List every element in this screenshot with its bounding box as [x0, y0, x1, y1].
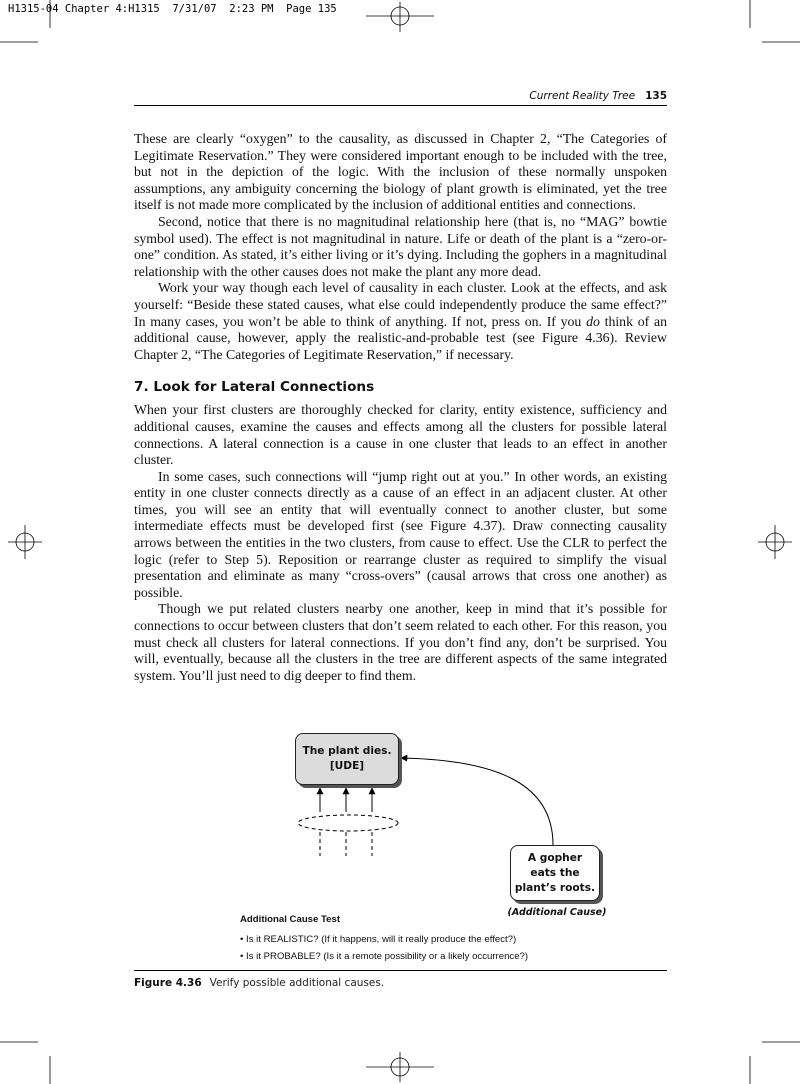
and-ellipse [298, 815, 398, 831]
section-paragraph-1: When your first clusters are thoroughly checked for clarity, entity existence, sufficiency and additional causes, examine the causes and effects among all the clusters for possible lateral connections. A lateral connection is a cause in one cluster that leads to an effect in another cluster. [134, 402, 667, 468]
figure-caption [134, 977, 384, 989]
additional-cause-label: (Additional Cause) [507, 907, 607, 918]
test-title: Additional Cause Test [240, 914, 341, 925]
running-head-title: Current Reality Tree [529, 90, 636, 102]
section-paragraph-3: Though we put related clusters nearby one another, keep in mind that it’s possible for connections to occur between clusters that don’t seem related to each other. For this reason, you must check all clusters for lateral connections. If you don’t find any, don’t be surprised. You will, eventually, because all the clusters in the tree are different aspects of the same integrated system. You’ll just need to dig deeper to find them. [134, 601, 667, 683]
test-item: • Is it PROBABLE? (Is it a remote possibility or a likely occurrence?) [240, 951, 529, 962]
test-item: • Is it REALISTIC? (If it happens, will it really produce the effect?) [240, 934, 517, 945]
additional-cause-arrow [401, 758, 553, 845]
paragraph-1: These are clearly “oxygen” to the causality, as discussed in Chapter 2, “The Categories of Legitimate Reservation.” They were considered important enough to be included with the tree, but not in the depiction of the logic. With the inclusion of these normally unspoken assumptions, any ambiguity concerning the biology of plant growth is eliminated, yet the tree itself is not made more complicated by the inclusion of additional entities and connections. [134, 131, 667, 213]
additional-cause-box: A gopher eats the plant’s roots. [510, 845, 600, 901]
figure-label: Figure 4.36 [134, 977, 202, 989]
emphasis-do: do [586, 313, 600, 329]
figure-caption-text: Verify possible additional causes. [209, 977, 385, 989]
section-paragraph-2: In some cases, such connections will “jump right out at you.” In other words, an existing entity in one cluster connects directly as a cause of an effect in an adjacent cluster. At other times, you will see an entity that will eventually connect to another cluster, but some intermediate effects must be developed first (see Figure 4.37). Draw connecting causality arrows between the entities in the two clusters, from cause to effect. Use the CLR to perfect the logic (refer to Step 5). Reposition or rearrange cluster as required to simplify the visual presentation and eliminate as many “cross-overs” (causal arrows that cross one another) as possible. [134, 468, 667, 600]
ude-box: The plant dies. [UDE] [295, 733, 399, 785]
printer-slug: H1315-04 Chapter 4:H1315 7/31/07 2:23 PM Page 135 [8, 3, 337, 15]
paragraph-3: Work your way though each level of causality in each cluster. Look at the effects, and ask yourself: “Beside these stated causes, what else could independently produce the same effect?” In many cases, you won’t be able to think of anything. If not, press on. If you do think of an additional cause, however, apply the realistic-and-probable test (see Figure 4.36). Review Chapter 2, “The Categories of Legitimate Reservation,” if necessary. [134, 280, 667, 362]
paragraph-2: Second, notice that there is no magnitudinal relationship here (that is, no “MAG” bowtie symbol used). The effect is not magnitudinal in nature. Life or death of the plant is a “zero-or-one” condition. As stated, it’s either living or it’s dying. Including the gophers in a magnitudinal relationship with the other causes does not make the plant any more dead. [134, 213, 667, 279]
page-number: 135 [645, 90, 667, 102]
figure-rule [134, 970, 667, 971]
section-heading: 7. Look for Lateral Connections [134, 379, 375, 396]
test-list [240, 931, 528, 965]
